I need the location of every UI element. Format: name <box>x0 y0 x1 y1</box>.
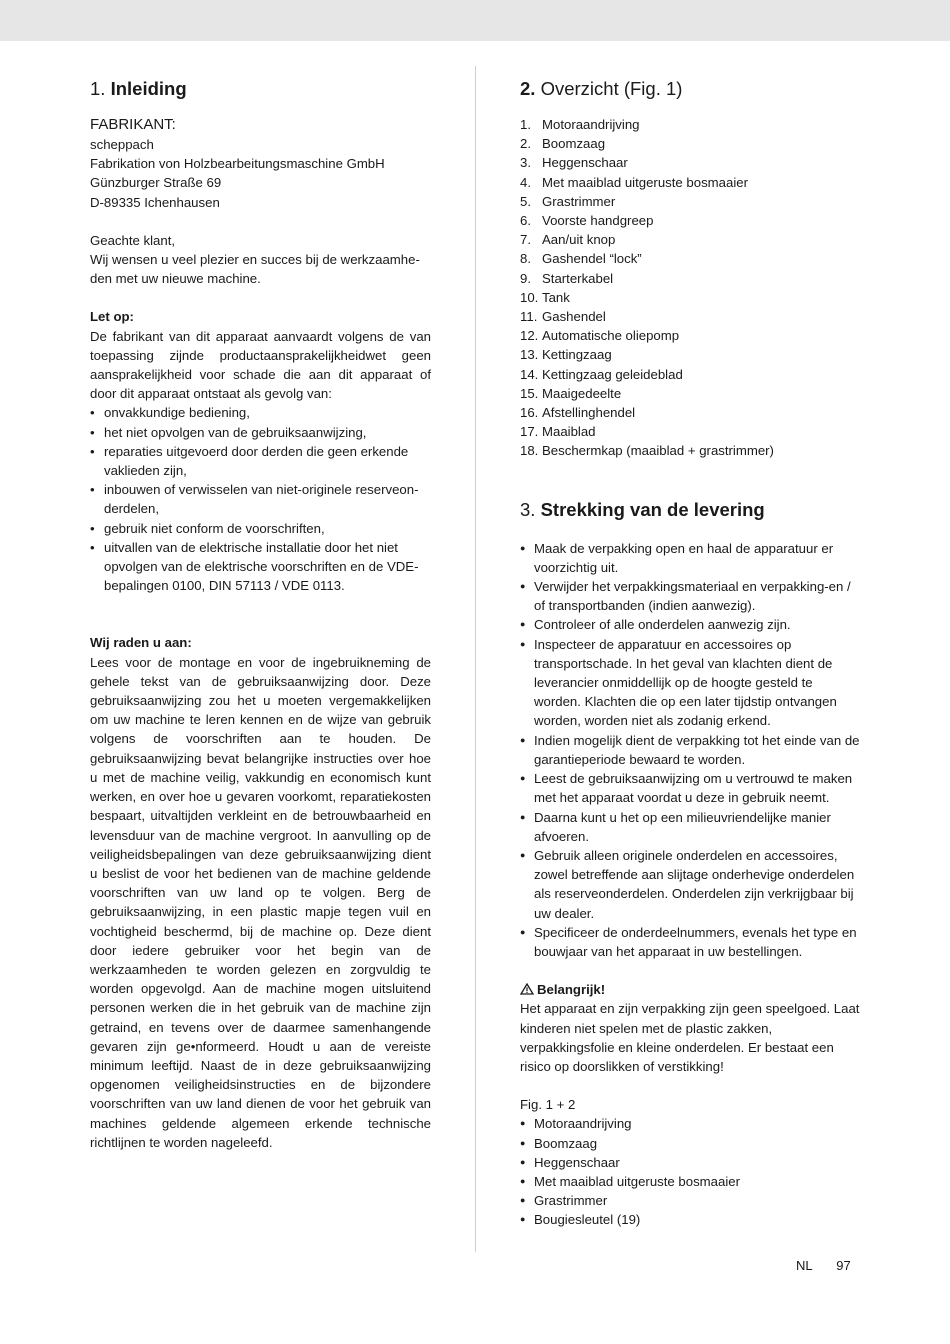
heading-title: Strekking van de levering <box>540 498 765 520</box>
attention-list <box>90 403 431 595</box>
list-item: 6. Voorste handgreep <box>520 213 654 229</box>
warning-triangle-icon <box>520 983 534 995</box>
list-item: 2. Boomzaag <box>520 136 606 152</box>
list-item: ● Grastrimmer <box>520 1191 860 1210</box>
list-item: ● Controleer of alle onderdelen aanwezig zijn. <box>520 615 860 634</box>
heading-number: 1. <box>90 78 106 99</box>
advice-label: Wij raden u aan: <box>90 635 192 651</box>
address-line: D-89335 Ichenhausen <box>90 194 220 210</box>
list-item: ● Maak de verpakking open en haal de apparatuur er voorzichtig uit. <box>520 539 860 577</box>
heading-title: Overzicht (Fig. 1) <box>540 78 683 99</box>
section-heading-delivery <box>520 497 860 523</box>
list-item: • uitvallen van de elektrische installatie door het niet opvolgen van de elektrische voorschriften en de VDE-bepalingen 0100, DIN 57113 / VDE 0113. <box>90 538 431 596</box>
heading-number: 3. <box>520 498 536 520</box>
list-item: • inbouwen of verwisselen van niet-originele reserveon-derdelen, <box>90 480 431 518</box>
important-label: Belangrijk! <box>537 982 606 998</box>
list-item: 8. Gashendel “lock” <box>520 251 642 267</box>
list-item: ● Daarna kunt u het op een milieuvriendelijke manier afvoeren. <box>520 808 860 846</box>
list-item: 17. Maaiblad <box>520 424 596 440</box>
list-item: 14. Kettingzaag geleideblad <box>520 366 683 382</box>
manufacturer-label: FABRIKANT: <box>90 116 176 133</box>
list-item: 7. Aan/uit knop <box>520 232 616 248</box>
list-item: • reparaties uitgevoerd door derden die geen erkende vaklieden zijn, <box>90 442 431 480</box>
list-item: ● Inspecteer de apparatuur en accessoires op transportschade. In het geval van klachten dient de leverancier onmiddellijk op de hoogte gesteld te worden. Klachten die op een later tijdstip ontvangen worden, worden niet als zodanig erkend. <box>520 635 860 731</box>
delivery-list <box>520 539 860 961</box>
wish-text: Wij wensen u veel plezier en succes bij de werkzaamhe-den met uw nieuwe machine. <box>90 252 420 287</box>
list-item: ● Boomzaag <box>520 1134 860 1153</box>
address-line: Fabrikation von Holzbearbeitungsmaschine GmbH <box>90 156 385 172</box>
attention-text: De fabrikant van dit apparaat aanvaardt volgens de van toepassing zijnde productaansprakelijkheidwet geen aansprakelijkheid voor schade die aan dit apparaat of door dit apparaat ontstaat als gevolg van: <box>90 328 431 402</box>
list-item: ● Specificeer de onderdeelnummers, evenals het type en bouwjaar van het apparaat in uw bestellingen. <box>520 923 860 961</box>
list-item: ● Gebruik alleen originele onderdelen en accessoires, zowel betreffende aan slijtage onderhevige onderdelen als reserveonderdelen. Onderdelen zijn verkrijgbaar bij uw dealer. <box>520 846 860 923</box>
fig-list <box>520 1114 860 1229</box>
top-bar <box>0 0 950 41</box>
heading-number: 2. <box>520 78 536 99</box>
fig-label: Fig. 1 + 2 <box>520 1097 576 1113</box>
page-number: 97 <box>836 1258 851 1273</box>
attention-label: Let op: <box>90 309 134 325</box>
list-item: ● Bougiesleutel (19) <box>520 1210 860 1229</box>
language-code: NL <box>796 1258 813 1273</box>
list-item: 12. Automatische oliepomp <box>520 328 680 344</box>
list-item: 16. Afstellinghendel <box>520 405 636 421</box>
list-item: 1. Motoraandrijving <box>520 117 640 132</box>
column-divider <box>475 66 476 1252</box>
list-item: ● Leest de gebruiksaanwijzing om u vertrouwd te maken met het apparaat voordat u deze in gebruik neemt. <box>520 769 860 807</box>
list-item: 4. Met maaiblad uitgeruste bosmaaier <box>520 174 748 190</box>
list-item: • het niet opvolgen van de gebruiksaanwijzing, <box>90 423 431 442</box>
list-item: ● Verwijder het verpakkingsmateriaal en verpakking-en / of transportbanden (indien aanwezig). <box>520 577 860 615</box>
list-item: 13. Kettingzaag <box>520 347 612 363</box>
overview-list <box>520 115 860 461</box>
list-item: • onvakkundige bediening, <box>90 403 431 422</box>
address-line: scheppach <box>90 137 154 152</box>
list-item: 11. Gashendel <box>520 309 606 325</box>
list-item: 3. Heggenschaar <box>520 155 628 171</box>
list-item: 15. Maaigedeelte <box>520 385 622 401</box>
address-line: Günzburger Straße 69 <box>90 175 222 191</box>
important-heading <box>520 980 860 999</box>
list-item: ● Motoraandrijving <box>520 1114 860 1133</box>
page-footer <box>796 1256 851 1275</box>
list-item: • gebruik niet conform de voorschriften, <box>90 519 431 538</box>
list-item: ● Met maaiblad uitgeruste bosmaaier <box>520 1172 860 1191</box>
important-text: Het apparaat en zijn verpakking zijn geen speelgoed. Laat kinderen niet spelen met de plastic zakken, verpakkingsfolie en kleine onderdelen. Er bestaat een risico op doorslikken of verstikking! <box>520 1001 860 1074</box>
list-item: 10. Tank <box>520 289 570 305</box>
greeting: Geachte klant, <box>90 232 176 248</box>
list-item: 18. Beschermkap (maaiblad + grastrimmer) <box>520 443 774 459</box>
list-item: 9. Starterkabel <box>520 270 614 286</box>
right-column <box>520 76 860 1230</box>
section-heading-overview <box>520 76 860 102</box>
list-item: ● Indien mogelijk dient de verpakking tot het einde van de garantieperiode bewaard te worden. <box>520 731 860 769</box>
heading-title: Inleiding <box>110 78 187 99</box>
left-column <box>90 76 431 1152</box>
section-heading-introduction <box>90 76 431 102</box>
list-item: 5. Grastrimmer <box>520 193 616 209</box>
list-item: ● Heggenschaar <box>520 1153 860 1172</box>
manufacturer-address <box>90 135 431 212</box>
advice-text: Lees voor de montage en voor de ingebruikneming de gehele tekst van de gebruiksaanwijzing door. Deze gebruiksaanwijzing zou het u moeten vergemakkelijken om uw machine te leren kennen en de wijze van gebruik volgens de voorschriften aan te houden. De gebruiksaanwijzing bevat belangrijke instructies over hoe u met de machine veilig, vakkundig en economisch kunt werken, en over hoe u gevaren voorkomt, reparatiekosten bespaart, uitvaltijden verkleint en de betrouwbaarheid en levensduur van de machine vergroot. In aanvulling op de veiligheidsbepalingen van deze gebruiksaanwijzing dient u beslist de voor het bedienen van de machine geldende voorschriften van uw land op te volgen. Berg de gebruiksaanwijzing, in een plastic mapje tegen vuil en vochtigheid beschermd, bij de machine op. Deze dient door iedere gebruiker voor het begin van de werkzaamheden te worden gelezen en zorgvuldig te worden opgevolgd. Aan de machine mogen uitsluitend personen werken die in het gebruik van de machine zijn getraind, en tevens over de daarmee samenhangende gevaren zijn ge•nformeerd. Houdt u aan de vereiste minimum leeftijd. Naast de in deze gebruiksaanwijzing opgenomen veiligheidsinstructies en de bijzondere voorschriften van uw land dienen de voor het gebruik van machines geldende algemeen erkende technische richtlijnen te worden nageleefd. <box>90 654 431 1150</box>
